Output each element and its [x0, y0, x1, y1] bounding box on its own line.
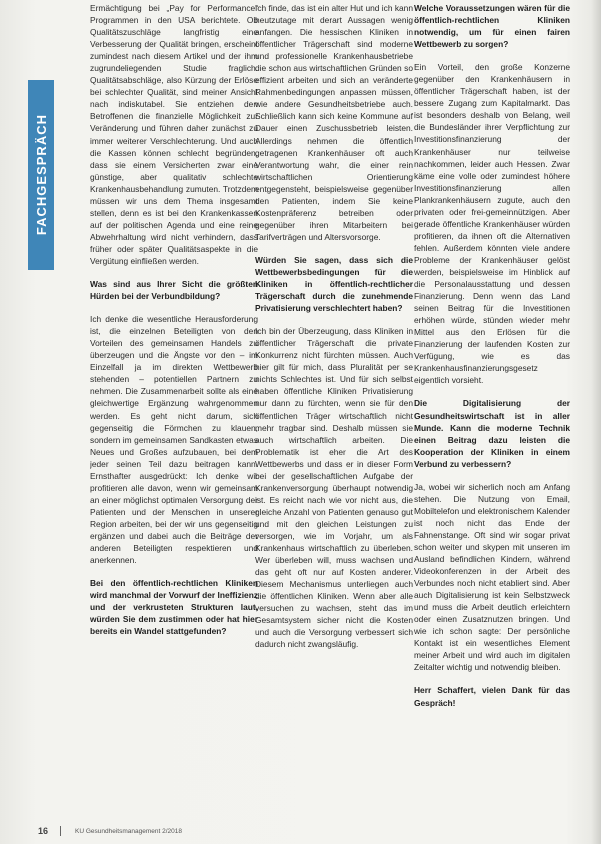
interview-question: Herr Schaffert, vielen Dank für das Gespräch!: [414, 685, 570, 708]
page-edge-shadow: [591, 0, 601, 844]
interview-answer: Ich finde, das ist ein alter Hut und ich kann heutzutage mit derart Aussagen wenig anfangen. Die hessischen Kliniken in öffentlicher Trägerschaft sind moderne und professionelle Krankenhausbetriebe die schon aus wirtschaftlichen Gründen so effizient arbeiten und sich an veränderte Rahmenbedingungen anpassen müssen, wie andere Gesundheitsbetriebe auch. Schließlich kann sich keine Kommune auf Dauer einen Zuschussbetrieb leisten. Allerdings nehmen die öffentlich getragenen Krankenhäuser oft auch Verantwortung wahr, die einer rein wirtschaftlichen Orientierung entgegensteht, beispielsweise gegenüber den Patienten, indem Sie keine Kostenpräferenz betreiben oder gegenüber ihren Mitarbeitern bei Tarifverträgen und Altersvorsorge.: [255, 3, 413, 242]
interview-answer: Ein Vorteil, den große Konzerne gegenüber den Krankenhäusern in öffentlicher Trägerschaft haben, ist der bessere Zugang zum Kapitalmarkt. Das ist besonders deshalb von Belang, weil die Bundesländer ihrer Verpflichtung zur Investitionsfinanzierung der Krankenhäuser nur teilweise nachkommen, leider auch Hessen. Zwar käme eine volle oder zumindest höhere Investitionsfinanzierung allen Plankrankenhäusern zugute, auch den privaten oder frei-gemeinnützigen. Aber gerade öffentliche Krankenhäuser würden profitieren, da ihnen oft die Alternativen fehlen. Außerdem könnten viele andere Probleme der Krankenhäuser gelöst werden, beispielsweise im Hinblick auf die Personalausstattung und dessen Finanzierung. Denn wenn das Land seinen Beitrag für die Investitionen erhöhen würde, stünden wieder mehr Mittel aus den Erlösen für die Finanzierung der laufenden Kosten zur Verfügung, wie es das Krankenhausfinanzierungsgesetz eigentlich vorsieht.: [414, 62, 570, 386]
section-tab-label: FACHGESPRÄCH: [33, 114, 49, 236]
interview-answer: Ermächtigung bei „Pay for Performance“ Programmen in den USA berichtete. Ob Qualitätszuschläge langfristig eine Verbesserung der Qualität bringen, erscheint zumindest nach diesem Artikel und der ihm zugrundeliegenden Studie fraglich. Qualitätsabschläge, also Kürzung der Erlöse bei schlechter Qualität, sind meiner Ansicht nach indiskutabel. Sie entziehen den Betroffenen die finanzielle Möglichkeit zur Veränderung und führen daher zunächst zu immer weiterer Verschlechterung. Und auch die Kassen können schlecht begründen, dass sie einem Versicherten zwar eine günstige, aber qualitativ schlechte Krankenhausbehandlung zumuten. Trotzdem müssen wir uns dem Thema insgesamt stellen, denn es ist bei den Krankenkassen auf der politischen Agenda und eine reine Abwehrhaltung wird nicht verhindern, dass früher oder später Qualitätsaspekte in die Vergütung einfließen werden.: [90, 3, 258, 266]
interview-answer: Ich denke die wesentliche Herausforderung ist, die einzelnen Beteiligten von den Vorteilen des gemeinsamen Handels zu überzeugen und die Ängste vor den – im Einzelfall ja im direkten Wettbewerb stehenden – potentiellen Partnern zu nehmen. Die Zusammenarbeit sollte als eine gleichwertige Ergänzung wahrgenommen werden. Es geht nicht darum, sich gegenseitig die Förmchen zu klauen, sondern im gemeinsamen Sandkasten etwas Neues und Großes aufzubauen, bei dem jeder seinen Teil dazu beitragen kann. Ernsthafter ausgedrückt: Ich denke wir profitieren alle davon, wenn wir gemeinsam an einer möglichst optimalen Versorgung der Patienten und der Menschen in unserer Region arbeiten, bei der wir uns gegenseitig ergänzen und dabei auch die Beiträge der anderen Beteiligten respektieren und anerkennen.: [90, 314, 258, 566]
interview-question: Bei den öffentlich-rechtlichen Kliniken wird manchmal der Vorwurf der Ineffizienz und der verkrusteten Strukturen laut, würden Sie dem zustimmen oder hat hier bereits ein Wandel stattgefunden?: [90, 578, 258, 637]
page-footer: [38, 824, 558, 838]
text-column-3: [414, 2, 570, 792]
section-tab: [28, 80, 54, 270]
footer-divider: [60, 826, 61, 836]
text-column-2: [255, 2, 413, 792]
page-number: 16: [38, 826, 49, 836]
interview-question: Würden Sie sagen, dass sich die Wettbewerbsbedingungen für die Kliniken in öffentlich-rechtlicher Trägerschaft durch die zunehmende Privatisierung verschlechtert haben?: [255, 254, 413, 314]
interview-question: Was sind aus Ihrer Sicht die größten Hürden bei der Verbundbildung?: [90, 279, 258, 302]
publication-name: KU Gesundheitsmanagement 2/2018: [75, 827, 182, 835]
interview-question: Die Digitalisierung der Gesundheitswirtschaft ist in aller Munde. Kann die moderne Technik einen Beitrag dazu leisten die Kooperation der Kliniken in einem Verbund zu verbessern?: [414, 398, 570, 469]
interview-question: Welche Voraussetzungen wären für die öffentlich-rechtlichen Kliniken notwendig, um für einen fairen Wettbewerb zu sorgen?: [414, 3, 570, 50]
interview-answer: Ja, wobei wir sicherlich noch am Anfang stehen. Die Nutzung von Email, Mobiltelefon und elektronischem Kalender ist noch nicht das Ende der Fahnenstange. Oft sind wir sogar privat schon weiter und skypen mit unseren im Ausland befindlichen Kindern, während Videokonferenzen in der Arbeit des Verbundes noch nicht etabliert sind. Aber auch Digitalisierung ist kein Selbstzweck und muss die Arbeit deutlich erleichtern oder einen Zusatznutzen bringen. Und wie ich schon sagte: Der persönliche Kontakt ist ein wesentliches Element meiner Arbeit und wird auch im digitalen Zeitalter wichtig und notwendig bleiben.: [414, 481, 570, 673]
text-column-1: [90, 2, 258, 792]
interview-answer: Ich bin der Überzeugung, dass Kliniken in öffentlicher Trägerschaft die private Konkurrenz nicht fürchten müssen. Auch hier gilt für mich, dass Pluralität per se nichts Schlechtes ist. Und für sich selbst haben öffentliche Kliniken Privatisierung nur dann zu fürchten, wenn sie für den öffentlichen Träger wirtschaftlich nicht mehr tragbar sind. Deshalb müssen sie auch wirtschaftlich arbeiten. Die Problematik ist eher die Art des Wettbewerbs und dass er in dieser Form bei der gesellschaftlichen Aufgabe der Krankenversorgung überhaupt notwendig ist. Es reicht nach wie vor nicht aus, die gleiche Anzahl von Patienten genauso gut und mit den gleichen Leistungen zu versorgen, wie im Vorjahr, um als Krankenhaus wirtschaftlich zu überleben. Wer überleben will, muss wachsen und das geht oft nur auf Kosten anderer. Diesem Mechanismus unterliegen auch die öffentlichen Kliniken. Wenn aber alle versuchen zu wachsen, steht das im Gesamtsystem sicher nicht die Kosten und auch die Versorgung verbessert sich dadurch nicht zwangsläufig.: [255, 326, 413, 650]
